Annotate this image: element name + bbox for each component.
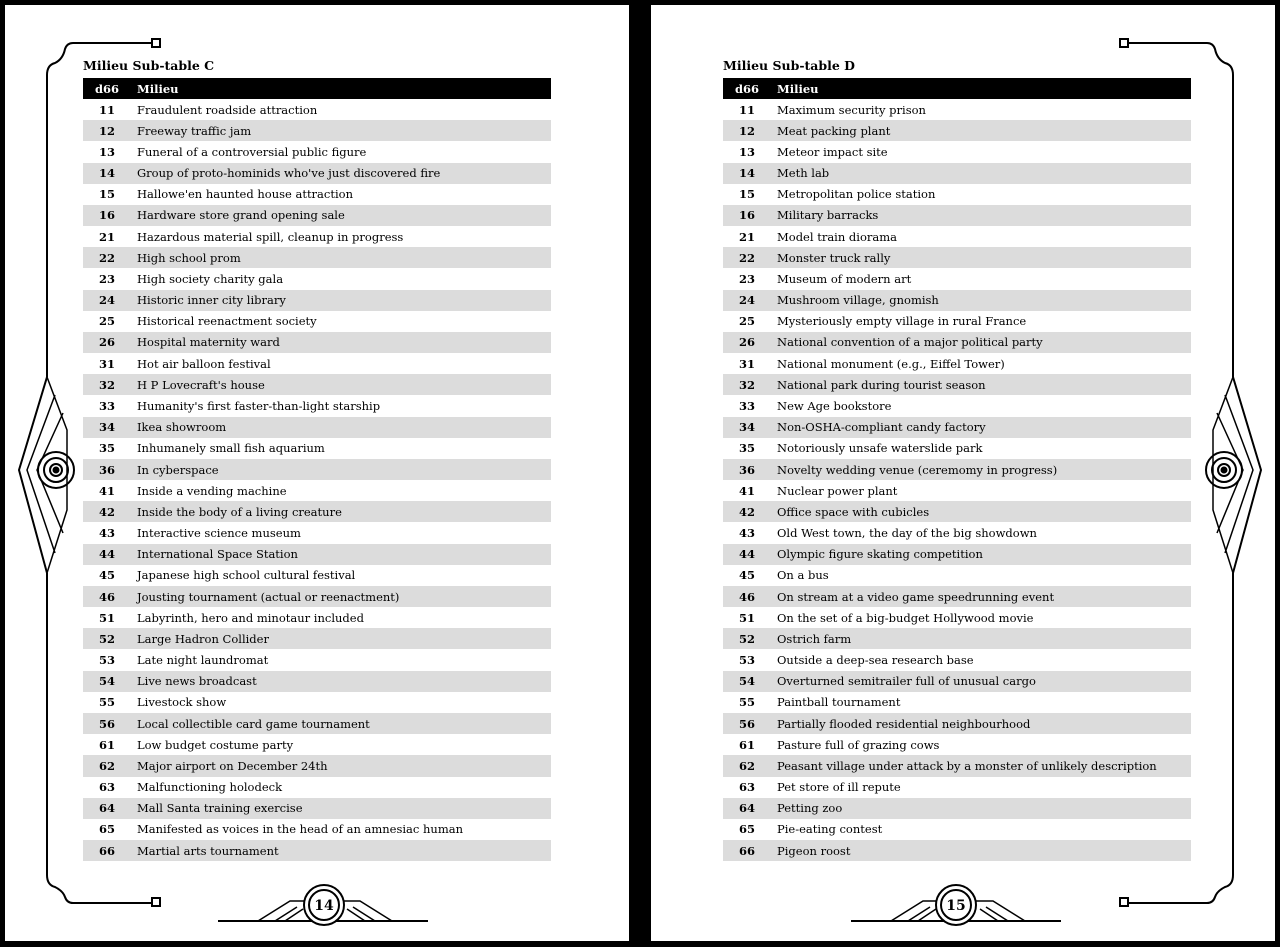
- table-row: [723, 99, 1191, 120]
- milieu-entry: In cyberspace: [131, 459, 551, 480]
- roll-value: 61: [98, 737, 115, 752]
- roll-value: 21: [98, 229, 115, 244]
- roll-value: 52: [83, 628, 131, 649]
- roll-value: 54: [723, 671, 771, 692]
- milieu-entry: Malfunctioning holodeck: [137, 780, 283, 795]
- table-row: [83, 247, 551, 268]
- milieu-entry: Low budget costume party: [137, 737, 294, 752]
- table-row: [83, 459, 551, 480]
- roll-value: 43: [98, 526, 115, 541]
- milieu-entry: Meteor impact site: [777, 144, 888, 159]
- roll-value: 63: [738, 780, 755, 795]
- roll-value: 41: [738, 483, 755, 498]
- roll-value: 26: [723, 332, 771, 353]
- roll-value: 35: [98, 441, 115, 456]
- roll-value: 34: [83, 417, 131, 438]
- table-row: [723, 459, 1191, 480]
- roll-value: 51: [98, 610, 115, 625]
- milieu-entry: National monument (e.g., Eiffel Tower): [777, 356, 1005, 371]
- roll-value: 15: [738, 187, 755, 202]
- milieu-entry: On stream at a video game speedrunning event: [771, 586, 1191, 607]
- roll-value: 23: [98, 271, 115, 286]
- milieu-entry: Model train diorama: [777, 229, 897, 244]
- roll-value: 13: [98, 144, 115, 159]
- roll-value: 35: [738, 441, 755, 456]
- roll-value: 44: [723, 544, 771, 565]
- milieu-entry: Historical reenactment society: [137, 314, 317, 329]
- roll-value: 24: [83, 290, 131, 311]
- milieu-entry: Outside a deep-sea research base: [777, 653, 974, 668]
- milieu-entry: Office space with cubicles: [771, 501, 1191, 522]
- milieu-entry: Freeway traffic jam: [131, 120, 551, 141]
- roll-value: 16: [83, 205, 131, 226]
- table-row: [723, 649, 1191, 670]
- table-row: [723, 163, 1191, 184]
- roll-value: 45: [738, 568, 755, 583]
- milieu-entry: Inside a vending machine: [137, 483, 287, 498]
- milieu-entry: Large Hadron Collider: [131, 628, 551, 649]
- roll-value: 53: [738, 653, 755, 668]
- milieu-entry: National park during tourist season: [771, 374, 1191, 395]
- roll-value: 64: [723, 798, 771, 819]
- table-row: [83, 671, 551, 692]
- table-row: [83, 353, 551, 374]
- milieu-entry: Maximum security prison: [777, 102, 926, 117]
- milieu-entry: Live news broadcast: [131, 671, 551, 692]
- table-row: [723, 798, 1191, 819]
- milieu-entry: Nuclear power plant: [777, 483, 898, 498]
- milieu-entry: Late night laundromat: [137, 653, 269, 668]
- milieu-entry: Pie-eating contest: [777, 822, 883, 837]
- milieu-entry: Pigeon roost: [771, 840, 1191, 861]
- milieu-entry: Hallowe'en haunted house attraction: [137, 187, 353, 202]
- column-header-d66: d66: [83, 78, 131, 99]
- table-row: [83, 777, 551, 798]
- table-row: [83, 417, 551, 438]
- table-row: [723, 438, 1191, 459]
- milieu-entry: National convention of a major political party: [771, 332, 1191, 353]
- roll-value: 22: [83, 247, 131, 268]
- table-row: [723, 311, 1191, 332]
- roll-value: 66: [83, 840, 131, 861]
- table-row: [83, 374, 551, 395]
- table-row: [723, 692, 1191, 713]
- table-row: [83, 734, 551, 755]
- milieu-entry: Inhumanely small fish aquarium: [137, 441, 325, 456]
- roll-value: 25: [98, 314, 115, 329]
- roll-value: 64: [83, 798, 131, 819]
- table-row: [83, 99, 551, 120]
- table-row: [83, 649, 551, 670]
- milieu-entry: Metropolitan police station: [777, 187, 936, 202]
- milieu-entry: Ostrich farm: [771, 628, 1191, 649]
- roll-value: 52: [723, 628, 771, 649]
- milieu-entry: Funeral of a controversial public figure: [137, 144, 367, 159]
- table-row: [83, 544, 551, 565]
- milieu-entry: Meth lab: [771, 163, 1191, 184]
- milieu-entry: Humanity's first faster-than-light starship: [137, 398, 381, 413]
- roll-value: 11: [98, 102, 115, 117]
- roll-value: 33: [738, 398, 755, 413]
- table-row: [723, 226, 1191, 247]
- roll-value: 46: [723, 586, 771, 607]
- table-row: [723, 671, 1191, 692]
- table-row: [723, 268, 1191, 289]
- roll-value: 55: [738, 695, 755, 710]
- table-row: [83, 332, 551, 353]
- milieu-entry: Livestock show: [137, 695, 227, 710]
- column-header-milieu: Milieu: [771, 78, 1191, 99]
- milieu-entry: Old West town, the day of the big showdown: [777, 526, 1037, 541]
- roll-value: 36: [723, 459, 771, 480]
- roll-value: 42: [723, 501, 771, 522]
- milieu-entry: Overturned semitrailer full of unusual cargo: [771, 671, 1191, 692]
- table-row: [723, 374, 1191, 395]
- table-row: [83, 798, 551, 819]
- roll-value: 32: [723, 374, 771, 395]
- table-header-row: [83, 78, 551, 99]
- roll-value: 12: [83, 120, 131, 141]
- milieu-entry: New Age bookstore: [777, 398, 892, 413]
- table-row: [83, 205, 551, 226]
- table-row: [83, 290, 551, 311]
- table-row: [723, 141, 1191, 162]
- roll-value: 53: [98, 653, 115, 668]
- milieu-entry: Martial arts tournament: [131, 840, 551, 861]
- milieu-entry: H P Lovecraft's house: [131, 374, 551, 395]
- roll-value: 33: [98, 398, 115, 413]
- roll-value: 56: [83, 713, 131, 734]
- milieu-entry: Fraudulent roadside attraction: [137, 102, 318, 117]
- table-header-row: [723, 78, 1191, 99]
- milieu-entry: On a bus: [777, 568, 829, 583]
- table-row: [723, 120, 1191, 141]
- milieu-entry: Peasant village under attack by a monster of unlikely description: [771, 755, 1191, 776]
- table-row: [83, 565, 551, 586]
- milieu-entry: Petting zoo: [771, 798, 1191, 819]
- roll-value: 44: [83, 544, 131, 565]
- milieu-entry: Japanese high school cultural festival: [137, 568, 356, 583]
- right-page: [651, 5, 1275, 941]
- milieu-entry: Local collectible card game tournament: [131, 713, 551, 734]
- table-row: [723, 544, 1191, 565]
- table-row: [723, 205, 1191, 226]
- roll-value: 13: [738, 144, 755, 159]
- table-row: [723, 417, 1191, 438]
- table-row: [83, 713, 551, 734]
- table-row: [83, 141, 551, 162]
- roll-value: 41: [98, 483, 115, 498]
- table-row: [83, 395, 551, 416]
- milieu-entry: Hot air balloon festival: [137, 356, 271, 371]
- milieu-entry: Group of proto-hominids who've just discovered fire: [131, 163, 551, 184]
- roll-value: 62: [723, 755, 771, 776]
- roll-value: 15: [98, 187, 115, 202]
- roll-value: 24: [723, 290, 771, 311]
- milieu-entry: Inside the body of a living creature: [131, 501, 551, 522]
- table-row: [83, 438, 551, 459]
- roll-value: 14: [83, 163, 131, 184]
- roll-value: 11: [738, 102, 755, 117]
- milieu-table: [83, 78, 551, 861]
- table-row: [723, 586, 1191, 607]
- table-row: [83, 755, 551, 776]
- roll-value: 34: [723, 417, 771, 438]
- roll-value: 21: [738, 229, 755, 244]
- milieu-entry: Mall Santa training exercise: [131, 798, 551, 819]
- roll-value: 65: [98, 822, 115, 837]
- milieu-entry: Pasture full of grazing cows: [777, 737, 940, 752]
- milieu-entry: Paintball tournament: [777, 695, 901, 710]
- roll-value: 51: [738, 610, 755, 625]
- table-row: [723, 819, 1191, 840]
- roll-value: 62: [83, 755, 131, 776]
- table-row: [723, 734, 1191, 755]
- roll-value: 66: [723, 840, 771, 861]
- table-row: [83, 163, 551, 184]
- milieu-entry: Hospital maternity ward: [131, 332, 551, 353]
- milieu-entry: Mysteriously empty village in rural France: [777, 314, 1027, 329]
- milieu-entry: Jousting tournament (actual or reenactment): [131, 586, 551, 607]
- roll-value: 26: [83, 332, 131, 353]
- table-row: [723, 184, 1191, 205]
- milieu-entry: Monster truck rally: [771, 247, 1191, 268]
- roll-value: 42: [83, 501, 131, 522]
- roll-value: 36: [83, 459, 131, 480]
- table-row: [723, 628, 1191, 649]
- table-row: [83, 586, 551, 607]
- roll-value: 63: [98, 780, 115, 795]
- column-header-d66: d66: [723, 78, 771, 99]
- roll-value: 56: [723, 713, 771, 734]
- table-row: [723, 713, 1191, 734]
- milieu-entry: International Space Station: [131, 544, 551, 565]
- table-row: [83, 501, 551, 522]
- milieu-entry: Notoriously unsafe waterslide park: [777, 441, 983, 456]
- roll-value: 31: [98, 356, 115, 371]
- table-row: [83, 628, 551, 649]
- milieu-entry: Non-OSHA-compliant candy factory: [771, 417, 1191, 438]
- milieu-entry: Manifested as voices in the head of an amnesiac human: [137, 822, 463, 837]
- table-row: [723, 395, 1191, 416]
- milieu-entry: Historic inner city library: [131, 290, 551, 311]
- milieu-entry: Ikea showroom: [131, 417, 551, 438]
- column-header-milieu: Milieu: [131, 78, 551, 99]
- table-row: [83, 480, 551, 501]
- table-row: [723, 332, 1191, 353]
- table-row: [83, 226, 551, 247]
- roll-value: 23: [738, 271, 755, 286]
- table-row: [723, 755, 1191, 776]
- table-row: [723, 565, 1191, 586]
- milieu-entry: High society charity gala: [137, 271, 284, 286]
- milieu-entry: Novelty wedding venue (ceremomy in progress): [771, 459, 1191, 480]
- milieu-entry: Partially flooded residential neighbourhood: [771, 713, 1191, 734]
- roll-value: 14: [723, 163, 771, 184]
- roll-value: 54: [83, 671, 131, 692]
- table-row: [723, 480, 1191, 501]
- milieu-entry: Hardware store grand opening sale: [131, 205, 551, 226]
- page-number: 14: [314, 898, 334, 914]
- table-row: [723, 522, 1191, 543]
- table-row: [83, 607, 551, 628]
- milieu-entry: Military barracks: [771, 205, 1191, 226]
- roll-value: 46: [83, 586, 131, 607]
- table-row: [83, 840, 551, 861]
- table-row: [723, 290, 1191, 311]
- table-row: [723, 607, 1191, 628]
- milieu-table: [723, 78, 1191, 861]
- page-number: 15: [946, 898, 966, 914]
- table-row: [723, 353, 1191, 374]
- roll-value: 16: [723, 205, 771, 226]
- table-title: Milieu Sub-table C: [83, 58, 215, 73]
- table-row: [83, 692, 551, 713]
- roll-value: 55: [98, 695, 115, 710]
- roll-value: 45: [98, 568, 115, 583]
- milieu-entry: On the set of a big-budget Hollywood movie: [777, 610, 1034, 625]
- table-row: [83, 184, 551, 205]
- table-row: [83, 819, 551, 840]
- milieu-entry: Interactive science museum: [137, 526, 301, 541]
- milieu-entry: Hazardous material spill, cleanup in progress: [137, 229, 404, 244]
- table-title: Milieu Sub-table D: [723, 58, 856, 73]
- table-row: [723, 247, 1191, 268]
- table-row: [83, 522, 551, 543]
- roll-value: 25: [738, 314, 755, 329]
- roll-value: 43: [738, 526, 755, 541]
- table-row: [83, 311, 551, 332]
- milieu-entry: Meat packing plant: [771, 120, 1191, 141]
- milieu-entry: Labyrinth, hero and minotaur included: [137, 610, 364, 625]
- table-row: [83, 120, 551, 141]
- roll-value: 32: [83, 374, 131, 395]
- milieu-entry: Major airport on December 24th: [131, 755, 551, 776]
- milieu-entry: Pet store of ill repute: [777, 780, 901, 795]
- roll-value: 12: [723, 120, 771, 141]
- table-row: [723, 501, 1191, 522]
- left-page: [5, 5, 629, 941]
- milieu-entry: High school prom: [131, 247, 551, 268]
- table-row: [723, 840, 1191, 861]
- roll-value: 22: [723, 247, 771, 268]
- milieu-entry: Mushroom village, gnomish: [771, 290, 1191, 311]
- roll-value: 61: [738, 737, 755, 752]
- milieu-entry: Olympic figure skating competition: [771, 544, 1191, 565]
- table-row: [83, 268, 551, 289]
- roll-value: 31: [738, 356, 755, 371]
- milieu-entry: Museum of modern art: [777, 271, 912, 286]
- table-row: [723, 777, 1191, 798]
- roll-value: 65: [738, 822, 755, 837]
